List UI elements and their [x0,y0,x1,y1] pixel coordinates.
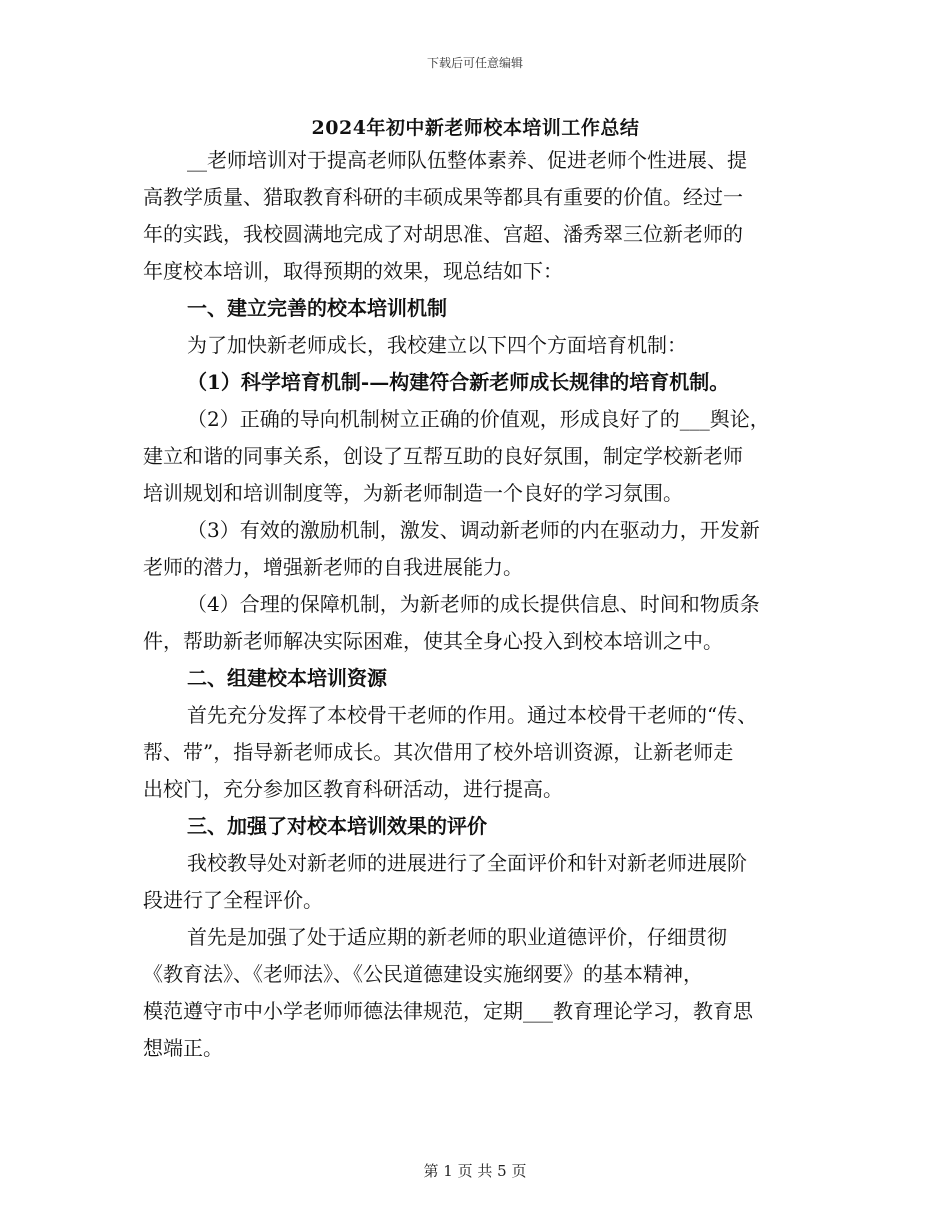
document-title: 2024年初中新老师校本培训工作总结 [311,117,640,139]
page-header: 下载后可任意编辑 [426,56,523,70]
text-line: 我校教导处对新老师的进展进行了全面评价和针对新老师进展阶 [187,851,747,875]
text-line: 件，帮助新老师解决实际困难，使其全身心投入到校本培训之中。 [143,629,723,653]
text-line: 年度校本培训，取得预期的效果，现总结如下： [143,259,563,283]
text-line: 培训规划和培训制度等，为新老师制造一个良好的学习氛围。 [143,481,683,505]
text-line: 《教育法》、《老师法》、《公民道德建设实施纲要》的基本精神， [143,962,703,986]
section-heading-line: 二、组建校本培训资源 [187,666,387,690]
text-line: 为了加快新老师成长，我校建立以下四个方面培育机制： [187,333,687,357]
text-line: 年的实践，我校圆满地完成了对胡思准、宫超、潘秀翠三位新老师的 [143,222,743,246]
text-line: 出校门，充分参加区教育科研活动，进行提高。 [143,777,563,801]
page-footer: 第 1 页 共 5 页 [423,1162,527,1180]
text-line: 帮、带”，指导新老师成长。其次借用了校外培训资源，让新老师走 [143,740,734,764]
text-line: 想端正。 [143,1036,223,1060]
text-line: 建立和谐的同事关系，创设了互帮互助的良好氛围，制定学校新老师 [143,444,743,468]
text-line: （4）合理的保障机制，为新老师的成长提供信息、时间和物质条 [187,592,760,616]
text-line: __老师培训对于提高老师队伍整体素养、促进老师个性进展、提 [187,148,747,172]
text-line: （2）正确的导向机制树立正确的价值观，形成良好了的___舆论， [187,407,770,431]
section-heading-line: 一、建立完善的校本培训机制 [187,296,447,320]
section-heading-line: （1）科学培育机制-—构建符合新老师成长规律的培育机制。 [187,370,730,394]
text-line: 高教学质量、猎取教育科研的丰硕成果等都具有重要的价值。经过一 [143,185,743,209]
text-line: 首先充分发挥了本校骨干老师的作用。通过本校骨干老师的“传、 [187,703,758,727]
document-body [143,114,808,1067]
text-line: （3）有效的激励机制，激发、调动新老师的内在驱动力，开发新 [187,518,760,542]
text-line: 首先是加强了处于适应期的新老师的职业道德评价，仔细贯彻 [187,925,727,949]
text-line: 模范遵守市中小学老师师德法律规范，定期___教育理论学习，教育思 [143,999,753,1023]
paragraph-lines [143,142,808,1067]
text-line: 老师的潜力，增强新老师的自我进展能力。 [143,555,523,579]
text-line: 段进行了全程评价。 [143,888,323,912]
section-heading-line: 三、加强了对校本培训效果的评价 [187,814,487,838]
